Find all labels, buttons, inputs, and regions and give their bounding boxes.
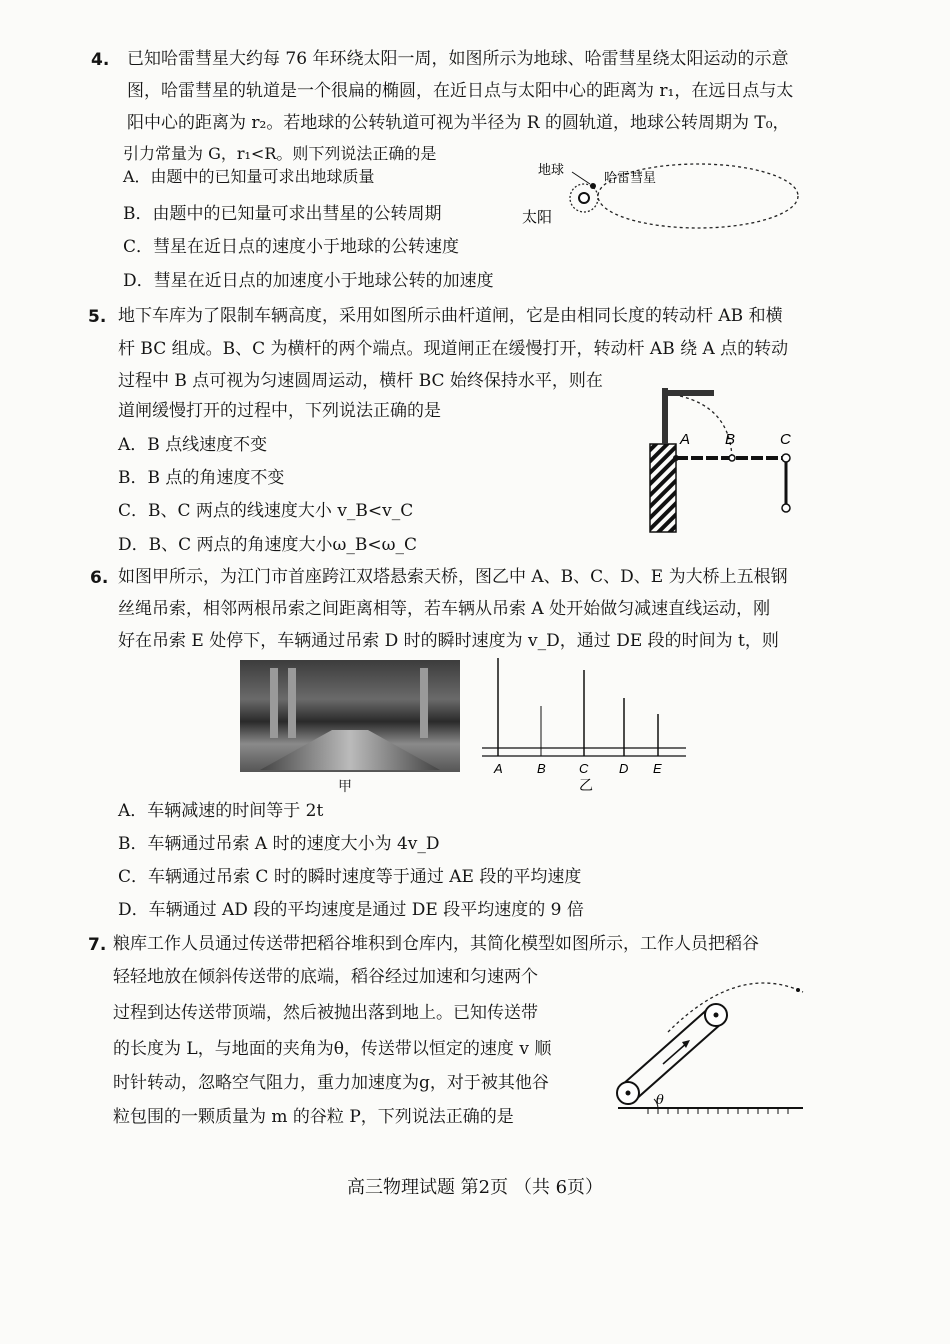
label-jia: 甲 [338,779,352,795]
q6-number: 6. [90,568,109,588]
label-c: C [780,431,791,448]
q5-stem-line-2: 杆 BC 组成。B、C 为横杆的两个端点。现道闸正在缓慢打开，转动杆 AB 绕 A 点的转动 [118,339,789,359]
q5-barrier-figure [640,378,810,536]
q7-stem-line-4: 的长度为 L，与地面的夹角为θ，传送带以恒定的速度 v 顺 [113,1039,552,1059]
label-a: A [680,431,691,448]
q6-option-d: D．车辆通过 AD 段的平均速度是通过 DE 段平均速度的 9 倍 [118,900,584,920]
q4-orbit-figure [518,152,808,232]
q7-conveyor-figure [608,972,808,1122]
point-c-label: C [579,761,589,776]
q7-stem-line-1: 粮库工作人员通过传送带把稻谷堆积到仓库内，其简化模型如图所示，工作人员把稻谷 [113,934,759,954]
q4-stem-line-2: 图，哈雷彗星的轨道是一个很扁的椭圆，在近日点与太阳中心的距离为 r₁，在远日点与太 [127,81,794,101]
point-d-label: D [619,761,629,776]
q7-number: 7. [88,935,107,955]
q6-stem-line-2: 丝绳吊索，相邻两根吊索之间距离相等，若车辆从吊索 A 处开始做匀减速直线运动，刚 [118,599,771,619]
rotating-arm-raised [662,388,668,444]
q6-stem-line-3: 好在吊索 E 处停下，车辆通过吊索 D 时的瞬时速度为 v_D，通过 DE 段的时间为 t，则 [118,631,779,651]
q4-stem-line-4: 引力常量为 G，r₁<R。则下列说法正确的是 [123,144,437,163]
point-a-label: A [494,761,503,776]
grain-trajectory [668,983,803,1032]
point-b-dot [729,455,735,461]
label-b: B [725,431,736,448]
q7-stem-line-2: 轻轻地放在倾斜传送带的底端，稻谷经过加速和匀速两个 [113,967,538,987]
q5-option-c: C．B、C 两点的线速度大小 v_B<v_C [118,501,414,521]
earth-label: 地球 [538,163,565,178]
q4-option-a: A．由题中的已知量可求出地球质量 [123,167,375,186]
q5-option-d: D．B、C 两点的角速度大小ω_B<ω_C [118,535,418,555]
q4-option-b: B．由题中的已知量可求出彗星的公转周期 [123,204,442,224]
sun-icon [579,193,589,203]
q5-stem-line-1: 地下车库为了限制车辆高度，采用如图所示曲杆道闸，它是由相同长度的转动杆 AB 和横 [118,306,783,326]
q4-stem-line-3: 阳中心的距离为 r₂。若地球的公转轨道可视为半径为 R 的圆轨道，地球公转周期为 T₀， [127,113,790,133]
point-e-label: E [653,761,662,776]
gate-post [650,444,676,532]
point-c-dot [782,454,790,462]
q4-number: 4. [91,50,110,70]
q5-option-b: B．B 点的角速度不变 [118,468,285,488]
label-yi: 乙 [579,778,593,792]
q4-option-c: C．彗星在近日点的速度小于地球的公转速度 [123,237,460,257]
theta-label: θ [656,1093,664,1108]
bridge-photo [240,660,460,772]
q6-option-c: C．车辆通过吊索 C 时的瞬时速度等于通过 AE 段的平均速度 [118,867,582,887]
q7-stem-line-6: 粒包围的一颗质量为 m 的谷粒 P，下列说法正确的是 [113,1107,514,1127]
point-a-dot [673,455,679,461]
crossbar-raised [666,390,714,396]
q5-number: 5. [88,307,107,327]
q4-option-d: D．彗星在近日点的加速度小于地球公转的加速度 [123,271,494,291]
q4-stem-line-1: 已知哈雷彗星大约每 76 年环绕太阳一周，如图所示为地球、哈雷彗星绕太阳运动的示意 [127,49,789,69]
q6-option-b: B．车辆通过吊索 A 时的速度大小为 4v_D [118,834,440,854]
q6-option-a: A．车辆减速的时间等于 2t [118,801,324,821]
earth-icon [590,183,596,189]
q7-stem-line-3: 过程到达传送带顶端，然后被抛出落到地上。已知传送带 [113,1003,538,1023]
q7-stem-line-5: 时针转动，忽略空气阻力，重力加速度为g，对于被其他谷 [113,1073,549,1093]
sun-label: 太阳 [522,208,553,226]
page-footer: 高三物理试题 第2页 （共 6页） [346,1177,604,1198]
q5-stem-line-4: 道闸缓慢打开的过程中，下列说法正确的是 [118,401,441,421]
q6-stem-line-1: 如图甲所示，为江门市首座跨江双塔悬索天桥，图乙中 A、B、C、D、E 为大桥上五根钢 [118,567,788,587]
arc-path [680,396,732,458]
comet-label: 哈雷彗星 [604,171,657,186]
q6-cable-diagram [480,656,690,792]
q5-option-a: A．B 点线速度不变 [118,435,268,455]
q5-stem-line-3: 过程中 B 点可视为匀速圆周运动，横杆 BC 始终保持水平，则在 [118,371,603,391]
point-b-label: B [537,761,546,776]
